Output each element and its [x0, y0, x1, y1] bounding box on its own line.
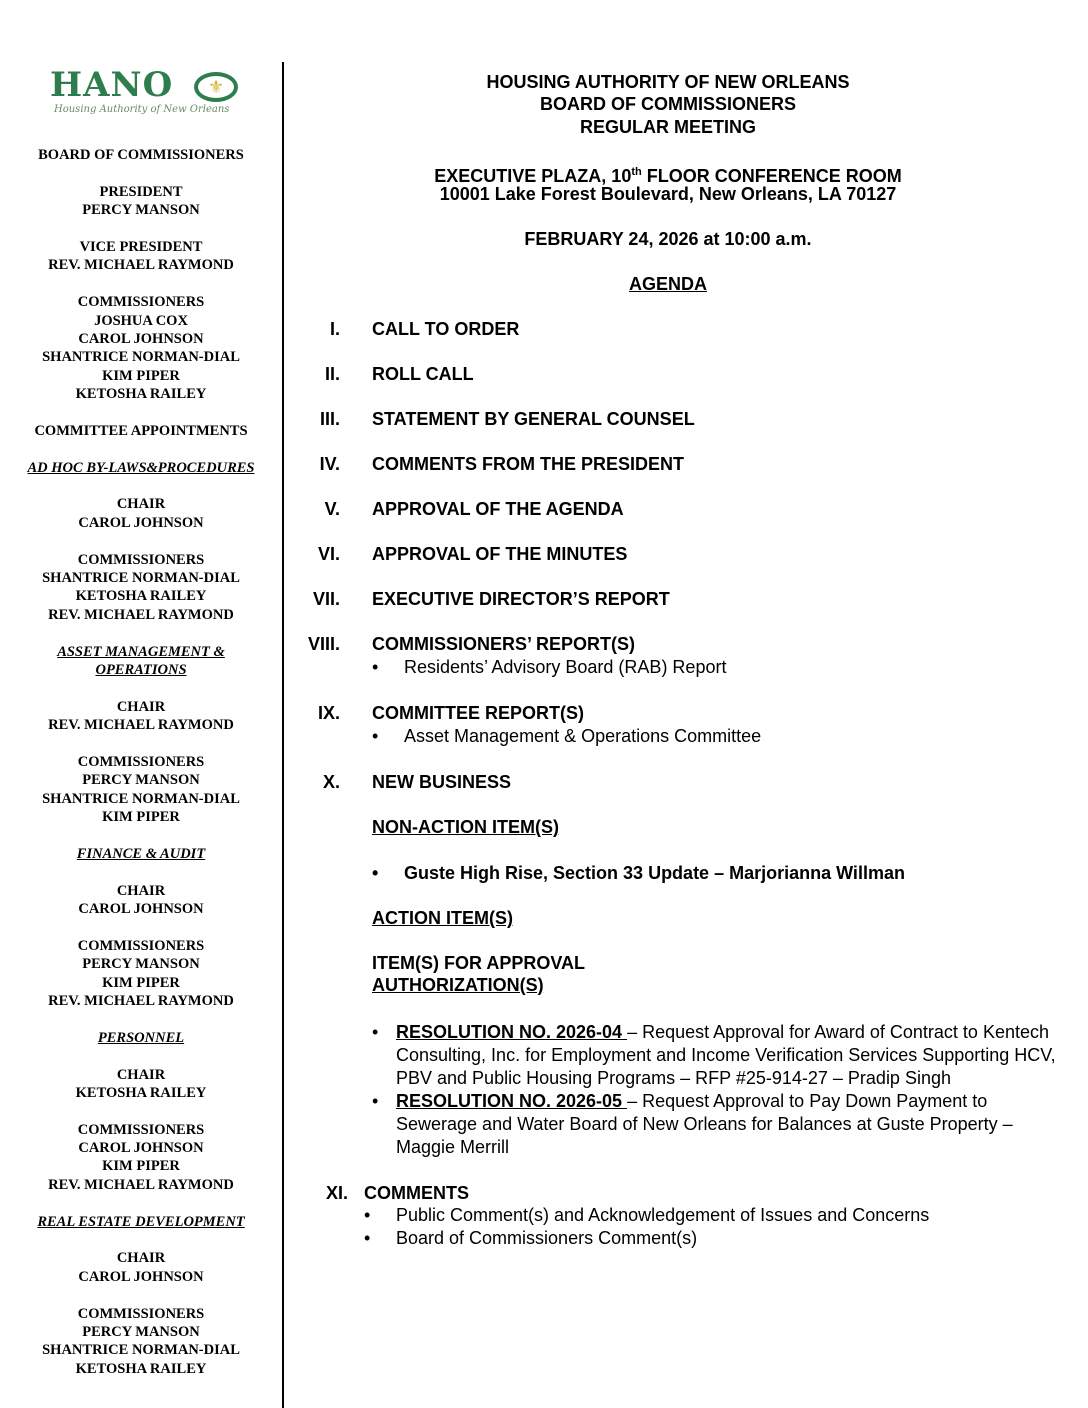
roster-line: SHANTRICE NORMAN-DIAL — [42, 569, 240, 586]
roster-line: COMMITTEE APPOINTMENTS — [34, 422, 248, 439]
approval-heading: ITEM(S) FOR APPROVAL — [372, 953, 585, 973]
item-number: V. — [324, 499, 340, 519]
item-label: COMMITTEE REPORT(S) — [372, 703, 584, 723]
venue-text: EXECUTIVE PLAZA, 10 — [434, 166, 632, 186]
roster-line: CAROL JOHNSON — [78, 514, 204, 531]
org-title: HOUSING AUTHORITY OF NEW ORLEANS — [486, 72, 850, 92]
resolution-number: RESOLUTION NO. 2026-04 — [396, 1022, 628, 1042]
item-label: COMMISSIONERS’ REPORT(S) — [372, 634, 636, 654]
sub-item-text: Board of Commissioners Comment(s) — [396, 1228, 698, 1248]
item-number: VI. — [317, 544, 340, 564]
roster-line: COMMISSIONERS — [77, 1305, 205, 1322]
spacer — [0, 440, 282, 458]
non-action-heading: NON-ACTION ITEM(S) — [372, 817, 559, 837]
resolution-text: – Request Approval for Award of Contract to Kentech Consulting, Inc. for Employment and Income Verification Services Supporting HCV, PBV and Public Housing Programs – RFP #25-914-27 – Pradip Singh — [396, 1022, 1056, 1088]
item-number: X. — [322, 772, 340, 792]
roster-line: CAROL JOHNSON — [78, 1140, 204, 1157]
roster-line: CHAIR — [116, 1250, 166, 1267]
meeting-date: FEBRUARY 24, 2026 at 10:00 a.m. — [524, 229, 812, 249]
sub-item — [364, 1227, 1088, 1250]
roster-line: COMMISSIONERS — [77, 937, 205, 954]
sub-item-text: Residents’ Advisory Board (RAB) Report — [404, 657, 727, 677]
roster-line: COMMISSIONERS — [77, 753, 205, 770]
bullet: • — [372, 863, 379, 883]
roster-line: PERCY MANSON — [82, 772, 200, 789]
spacer — [0, 532, 282, 550]
roster-line: PERCY MANSON — [82, 202, 200, 219]
roster-line: REV. MICHAEL RAYMOND — [48, 257, 234, 274]
authorization-heading: AUTHORIZATION(S) — [372, 975, 544, 995]
spacer — [0, 735, 282, 753]
roster-line: KIM PIPER — [102, 367, 180, 384]
action-heading: ACTION ITEM(S) — [372, 908, 513, 928]
item-number: II. — [324, 364, 340, 384]
item-label: COMMENTS FROM THE PRESIDENT — [372, 454, 685, 474]
spacer — [0, 826, 282, 844]
roster-line: KIM PIPER — [102, 974, 180, 991]
roster-line: REV. MICHAEL RAYMOND — [48, 606, 234, 623]
agenda-heading: AGENDA — [628, 274, 707, 294]
sub-item — [372, 656, 726, 679]
hano-logo — [48, 65, 240, 118]
roster-line: COMMISSIONERS — [77, 551, 205, 568]
spacer — [0, 918, 282, 936]
roster-line: CHAIR — [116, 882, 166, 899]
roster-line: SHANTRICE NORMAN-DIAL — [42, 790, 240, 807]
spacer — [0, 164, 282, 182]
roster-line: REV. MICHAEL RAYMOND — [48, 1176, 234, 1193]
meeting-type: REGULAR MEETING — [579, 117, 756, 137]
item-label: CALL TO ORDER — [372, 319, 520, 339]
comments-item — [0, 1182, 1088, 1204]
committee-heading: PERSONNEL — [97, 1029, 185, 1046]
item-number: XI. — [325, 1183, 348, 1203]
spacer — [0, 679, 282, 697]
non-action-item — [372, 862, 905, 885]
item-label: EXECUTIVE DIRECTOR’S REPORT — [372, 589, 670, 609]
roster-line: KETOSHA RAILEY — [75, 386, 207, 403]
board-title: BOARD OF COMMISSIONERS — [539, 94, 796, 114]
roster-line: KIM PIPER — [102, 809, 180, 826]
resolutions-and-comments — [0, 1021, 1088, 1250]
roster-line: VICE PRESIDENT — [79, 238, 203, 255]
item-number: VIII. — [307, 634, 340, 654]
roster-line: CAROL JOHNSON — [78, 901, 204, 918]
roster-line: CHAIR — [116, 1066, 166, 1083]
roster-line: COMMISSIONERS — [77, 1121, 205, 1138]
logo-subtitle: Housing Authority of New Orleans — [54, 104, 230, 115]
spacer — [0, 1286, 282, 1304]
roster-line: BOARD OF COMMISSIONERS — [38, 147, 244, 163]
address: 10001 Lake Forest Boulevard, New Orleans, LA 70127 — [439, 184, 897, 204]
roster-line: SHANTRICE NORMAN-DIAL — [42, 1342, 240, 1359]
committee-heading: REAL ESTATE DEVELOPMENT — [37, 1213, 245, 1230]
roster-line: PERCY MANSON — [82, 1324, 200, 1340]
resolution-number: RESOLUTION NO. 2026-05 — [396, 1091, 628, 1111]
committee-heading: OPERATIONS — [95, 661, 187, 678]
roster-line: KIM PIPER — [102, 1158, 180, 1175]
spacer — [0, 863, 282, 881]
item-number: I. — [329, 319, 340, 339]
committee-heading: AD HOC BY-LAWS&PROCEDURES — [27, 459, 255, 476]
resolution-text: – Request Approval to Pay Down Payment to Sewerage and Water Board of New Orleans for Balances at Guste Property – Maggie Merrill — [396, 1091, 1013, 1157]
bullet: • — [364, 1228, 371, 1248]
item-number: IX. — [317, 703, 340, 723]
bullet: • — [372, 726, 379, 746]
spacer — [0, 477, 282, 495]
spacer — [0, 275, 282, 293]
bullet: • — [372, 1022, 379, 1042]
logo-wordmark: HANO — [50, 65, 174, 105]
venue-text-2: FLOOR CONFERENCE ROOM — [641, 166, 902, 186]
item-number: III. — [319, 409, 340, 429]
committee-heading: FINANCE & AUDIT — [76, 845, 206, 862]
spacer — [0, 624, 282, 642]
bullet: • — [364, 1205, 371, 1225]
item-number: VII. — [312, 589, 340, 609]
item-label: APPROVAL OF THE MINUTES — [372, 544, 628, 564]
roster-line: SHANTRICE NORMAN-DIAL — [42, 349, 240, 366]
roster-line: PRESIDENT — [99, 183, 183, 200]
roster-line: REV. MICHAEL RAYMOND — [48, 992, 234, 1009]
sub-item — [372, 725, 761, 748]
item-label: APPROVAL OF THE AGENDA — [372, 499, 624, 519]
sub-item — [364, 1204, 1088, 1227]
committee-heading: ASSET MANAGEMENT & — [57, 643, 225, 660]
roster-line: CAROL JOHNSON — [78, 330, 204, 347]
item-label: COMMENTS — [364, 1183, 469, 1203]
roster-line: CAROL JOHNSON — [78, 1268, 204, 1285]
non-action-item-text: Guste High Rise, Section 33 Update – Marjorianna Willman — [404, 863, 905, 883]
spacer — [0, 220, 282, 238]
roster-line: PERCY MANSON — [82, 956, 200, 973]
item-label: ROLL CALL — [372, 364, 474, 384]
roster-line: CHAIR — [116, 496, 166, 513]
bullet: • — [372, 657, 379, 677]
roster-line: KETOSHA RAILEY — [75, 588, 207, 605]
bullet: • — [372, 1091, 379, 1111]
roster-line: CHAIR — [116, 698, 166, 715]
resolution-2026-05 — [372, 1090, 1062, 1159]
resolution-2026-04 — [372, 1021, 1062, 1090]
item-number: IV. — [319, 454, 340, 474]
sub-item-text: Public Comment(s) and Acknowledgement of Issues and Concerns — [396, 1205, 930, 1225]
venue-sup: th — [631, 166, 642, 178]
item-label: NEW BUSINESS — [372, 772, 512, 792]
roster-line: REV. MICHAEL RAYMOND — [48, 717, 234, 734]
roster-line: KETOSHA RAILEY — [75, 1360, 207, 1377]
fleur-de-lis-icon: ⚜ — [194, 72, 238, 102]
sub-item-text: Asset Management & Operations Committee — [404, 726, 762, 746]
roster-line: COMMISSIONERS — [77, 294, 205, 311]
roster-line: KETOSHA RAILEY — [75, 1084, 207, 1101]
spacer — [0, 403, 282, 421]
item-label: STATEMENT BY GENERAL COUNSEL — [372, 409, 695, 429]
roster-line: JOSHUA COX — [94, 312, 188, 329]
